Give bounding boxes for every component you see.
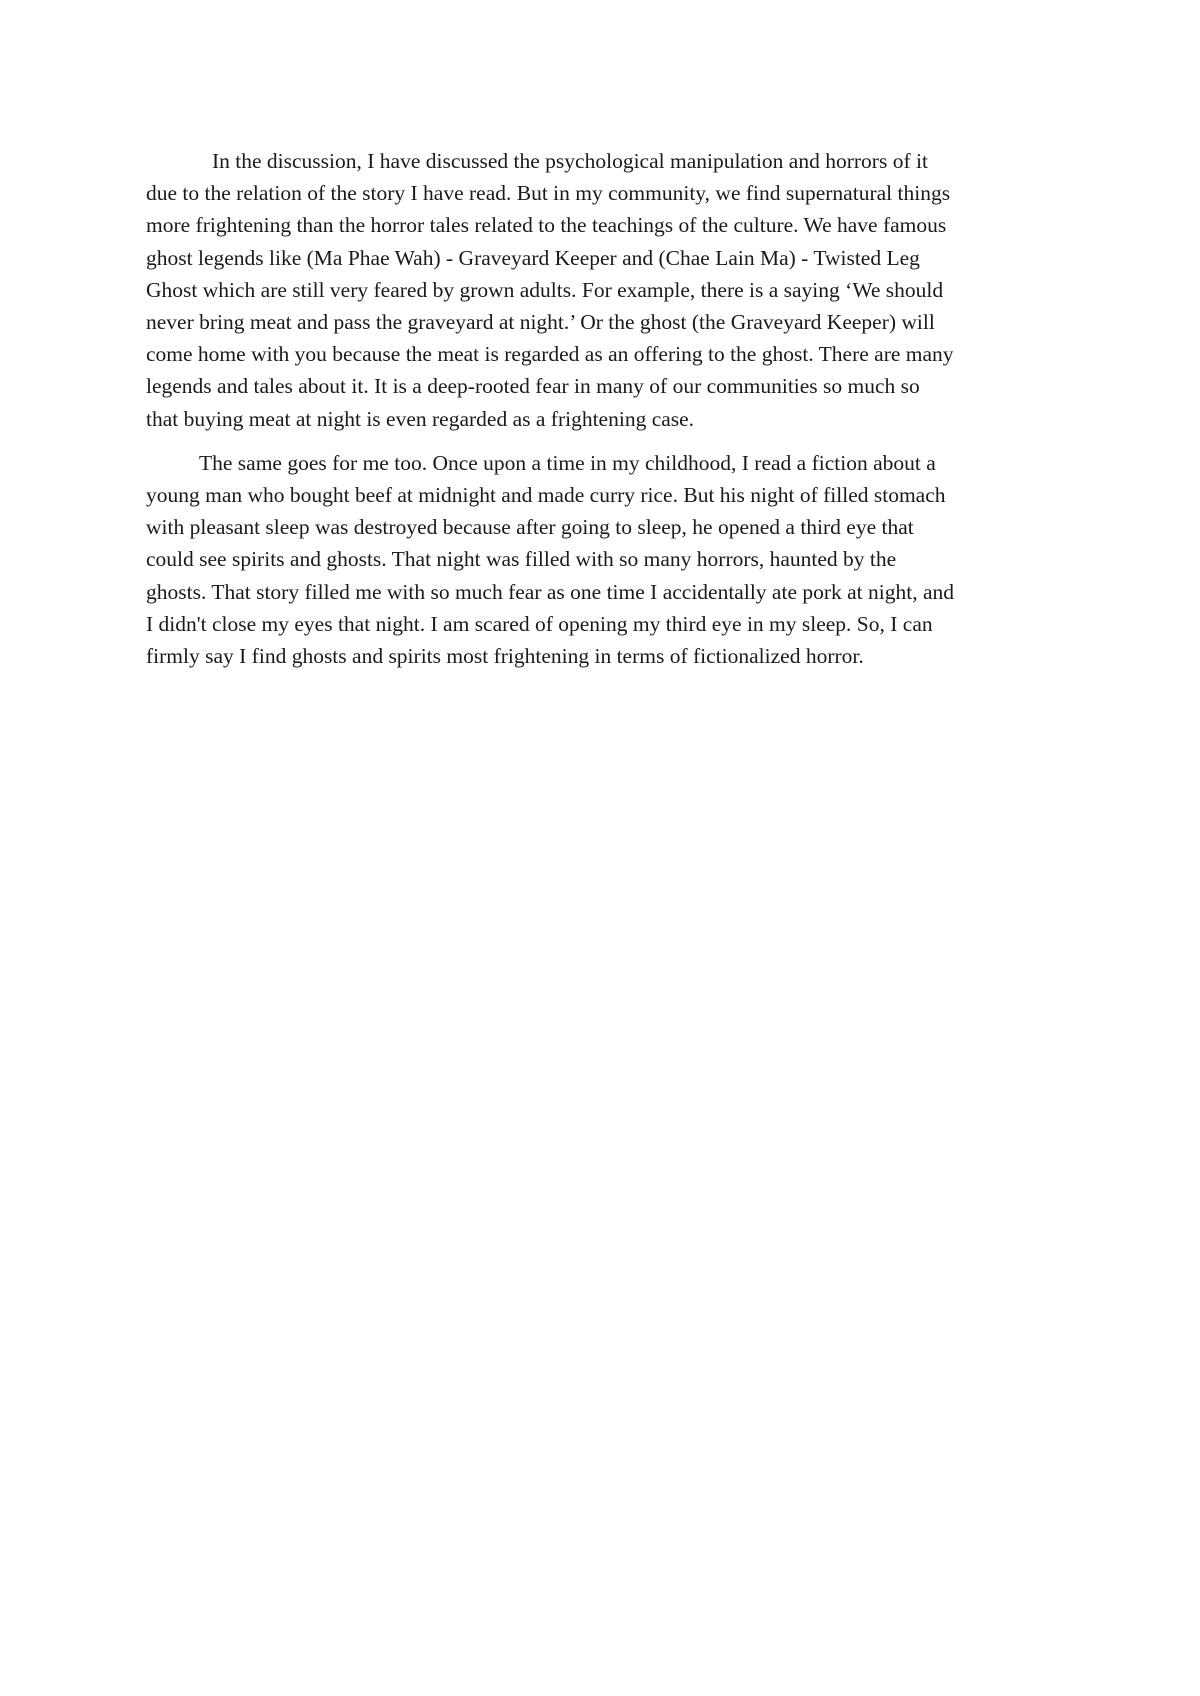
paragraph-line: I didn't close my eyes that night. I am scared of opening my third eye in my sleep. So, I can — [146, 611, 933, 636]
paragraph-line: could see spirits and ghosts. That night was filled with so many horrors, haunted by the — [146, 547, 897, 572]
document-body — [146, 145, 1066, 672]
paragraph-line: The same goes for me too. Once upon a time in my childhood, I read a fiction about a — [199, 450, 936, 475]
paragraph-line: come home with you because the meat is regarded as an offering to the ghost. There are many — [146, 342, 954, 367]
paragraph-line: ghost legends like (Ma Phae Wah) - Graveyard Keeper and (Chae Lain Ma) - Twisted Leg — [146, 245, 920, 270]
paragraph-line: with pleasant sleep was destroyed because after going to sleep, he opened a third eye that — [146, 515, 914, 540]
paragraph-1 — [146, 145, 1066, 435]
paragraph-2 — [146, 447, 1066, 672]
paragraph-line: more frightening than the horror tales related to the teachings of the culture. We have famous — [146, 213, 947, 238]
paragraph-line: young man who bought beef at midnight and made curry rice. But his night of filled stomach — [146, 483, 946, 508]
paragraph-line: legends and tales about it. It is a deep-rooted fear in many of our communities so much so — [146, 374, 920, 399]
paragraph-line: ghosts. That story filled me with so much fear as one time I accidentally ate pork at night, and — [146, 579, 955, 604]
paragraph-line: that buying meat at night is even regarded as a frightening case. — [146, 406, 695, 431]
paragraph-line: due to the relation of the story I have read. But in my community, we find supernatural things — [146, 181, 951, 206]
paragraph-line: Ghost which are still very feared by grown adults. For example, there is a saying ‘We should — [146, 277, 944, 302]
paragraph-line: firmly say I find ghosts and spirits most frightening in terms of fictionalized horror. — [146, 644, 864, 669]
paragraph-line: never bring meat and pass the graveyard at night.’ Or the ghost (the Graveyard Keeper) will — [146, 310, 935, 335]
paragraph-line: In the discussion, I have discussed the psychological manipulation and horrors of it — [212, 149, 928, 173]
